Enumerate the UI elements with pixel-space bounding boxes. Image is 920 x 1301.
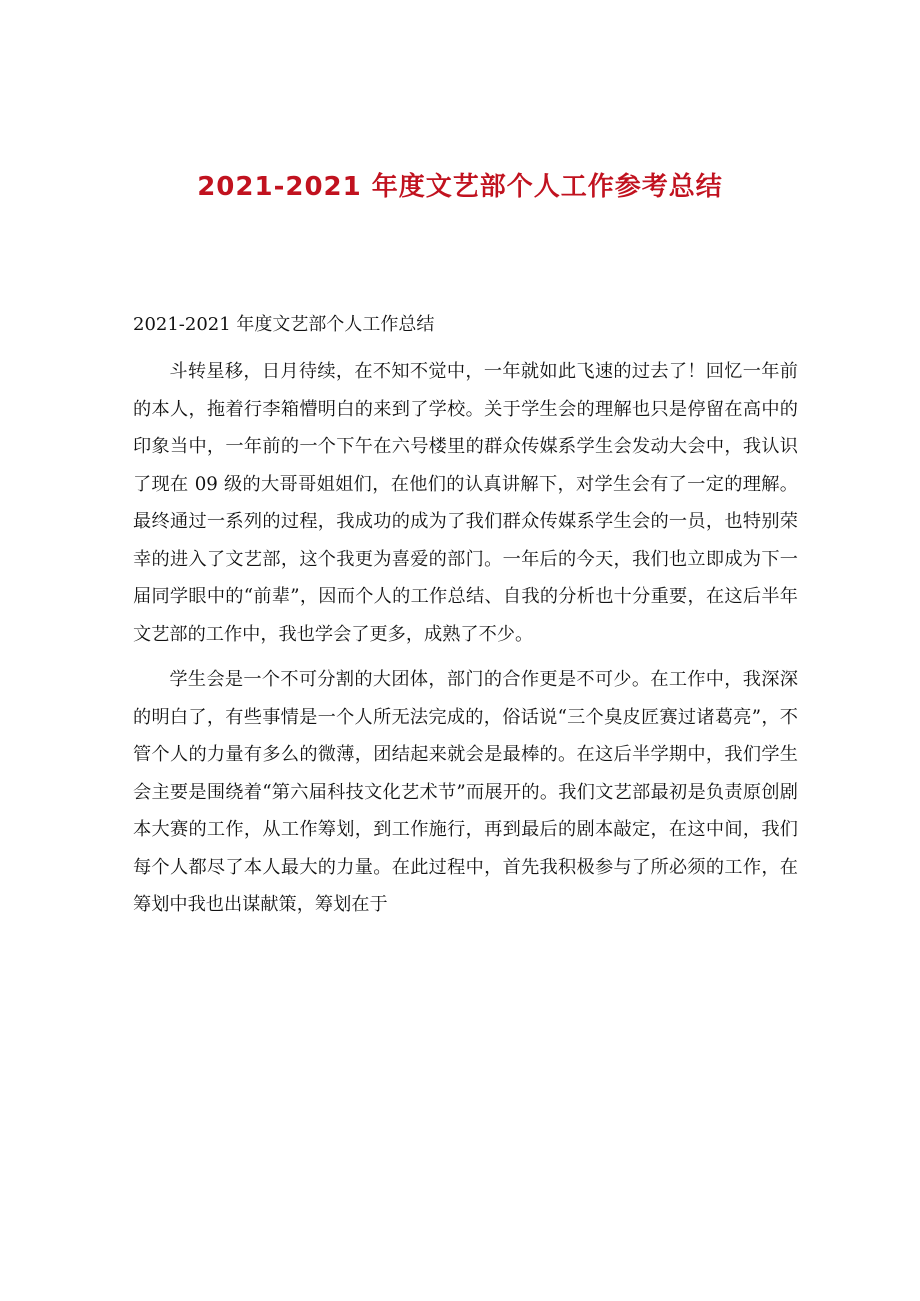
document-title: 2021-2021 年度文艺部个人工作参考总结 — [197, 172, 723, 202]
document-subtitle: 2021-2021 年度文艺部个人工作总结 — [133, 314, 435, 335]
document-body — [133, 353, 798, 932]
body-paragraph-2: 学生会是一个不可分割的大团体，部门的合作更是不可少。在工作中，我深深的明白了，有些事情是一个人所无法完成的，俗话说“三个臭皮匠赛过诸葛亮”，不管个人的力量有多么的微薄，团结起来就会是最棒的。在这后半学期中，我们学生会主要是围绕着“第六届科技文化艺术节”而展开的。我们文艺部最初是负责原创剧本大赛的工作，从工作筹划，到工作施行，再到最后的剧本敲定，在这中间，我们每个人都尽了本人最大的力量。在此过程中，首先我积极参与了所必须的工作，在筹划中我也出谋献策，筹划在于 — [133, 669, 798, 915]
body-paragraph-1: 斗转星移，日月待续，在不知不觉中，一年就如此飞速的过去了！回忆一年前的本人，拖着行李箱懵明白的来到了学校。关于学生会的理解也只是停留在高中的印象当中，一年前的一个下午在六号楼里的群众传媒系学生会发动大会中，我认识了现在 09 级的大哥哥姐姐们，在他们的认真讲解下，对学生会有了一定的理解。最终通过一系列的过程，我成功的成为了我们群众传媒系学生会的一员，也特别荣幸的进入了文艺部，这个我更为喜爱的部门。一年后的今天，我们也立即成为下一届同学眼中的“前辈”，因而个人的工作总结、自我的分析也十分重要，在这后半年文艺部的工作中，我也学会了更多，成熟了不少。 — [133, 361, 798, 645]
